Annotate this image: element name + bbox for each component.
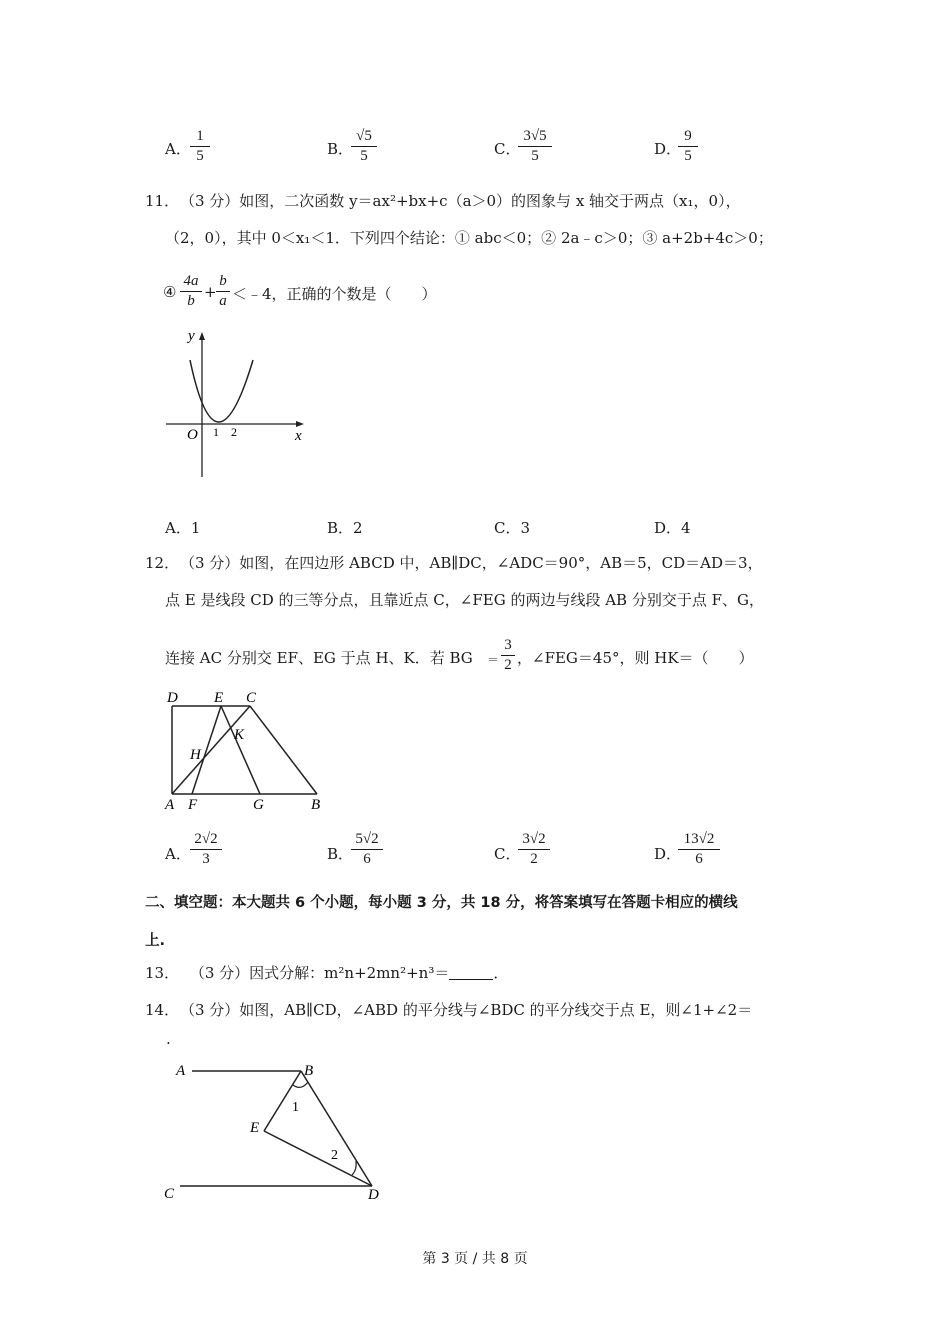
q11-fraction-b-over-a: b a (216, 273, 230, 310)
label-a: A (176, 1063, 186, 1079)
q11-line3-prefix: ④ (163, 283, 177, 301)
y-axis-label: y (188, 328, 195, 344)
label-h: H (190, 747, 201, 763)
label-e: E (250, 1120, 260, 1136)
q11-line1: （3 分）如图，二次函数 y＝ax²+bx+c（a＞0）的图象与 x 轴交于两点（x₁，0）， (180, 192, 741, 210)
q12-bg-fraction: 3 2 (501, 637, 515, 674)
q12-line3-prefix: 连接 AC 分别交 EF、EG 于点 H、K．若 BG (165, 649, 473, 667)
q12-equals: ＝ (487, 653, 500, 667)
angle-label-1: 1 (292, 1100, 299, 1115)
label-b: B (304, 1063, 314, 1079)
q12-line1: （3 分）如图，在四边形 ABCD 中，AB∥DC，∠ADC＝90°，AB＝5，CD＝AD＝3， (180, 554, 763, 572)
x-axis-label: x (295, 428, 302, 444)
angle-label-2: 2 (331, 1148, 338, 1163)
q12-option-b-label: B． (327, 845, 354, 863)
q12-option-d-fraction: 13√2 6 (678, 831, 720, 868)
q12-option-b-fraction: 5√2 6 (351, 831, 383, 868)
label-d: D (167, 690, 178, 706)
q12-quadrilateral-figure (160, 688, 340, 818)
q11-number: 11． (145, 192, 180, 210)
q13-end: ． (493, 964, 509, 982)
q10-option-c-label: C． (494, 140, 521, 158)
question-13 (145, 962, 508, 983)
q11-line2: （2，0），其中 0＜x₁＜1．下列四个结论：① abc＜0；② 2a﹣c＞0；③ a+2b+4c＞0； (165, 229, 773, 247)
q10-option-a-fraction: 1 5 (190, 128, 210, 165)
q12-option-d-label: D． (654, 845, 682, 863)
q12-option-c-fraction: 3√2 2 (518, 831, 550, 868)
q12-number: 12． (145, 554, 180, 572)
segment-cb (250, 706, 317, 794)
angle-2-arc (352, 1161, 356, 1175)
label-c: C (164, 1186, 175, 1202)
label-f: F (188, 797, 198, 813)
label-g: G (253, 797, 264, 813)
q10-option-b-fraction: √5 5 (351, 128, 377, 165)
label-k: K (234, 727, 245, 743)
label-b: B (311, 797, 321, 813)
q11-option-b: B．2 (327, 519, 363, 537)
q13-text: （3 分）因式分解：m²n+2mn²+n³＝ (189, 964, 450, 982)
q11-option-c: C．3 (494, 519, 531, 537)
q11-line3-suffix: ＜﹣4，正确的个数是（ ） (232, 285, 437, 303)
q10-option-c-fraction: 3√5 5 (518, 128, 552, 165)
label-a: A (165, 797, 175, 813)
q11-plus: + (204, 283, 217, 301)
tick-label-2: 2 (231, 425, 237, 439)
segment-ac (172, 706, 250, 794)
q11-option-a: A．1 (165, 519, 201, 537)
q14-number: 14． (145, 1001, 180, 1019)
section-2-line1: 二、填空题：本大题共 6 个小题，每小题 3 分，共 18 分，将答案填写在答题卡相应的横线 (145, 895, 738, 911)
tick-label-1: 1 (213, 425, 219, 439)
angle-1-arc (293, 1082, 308, 1087)
q12-line2: 点 E 是线段 CD 的三等分点，且靠近点 C，∠FEG 的两边与线段 AB 分别交于点 F、G， (165, 591, 764, 609)
segment-eg (221, 706, 260, 794)
q14-continuation: . (166, 1030, 171, 1048)
section-2-line2: 上. (145, 933, 166, 949)
q11-option-d: D．4 (654, 519, 691, 537)
parabola-curve (190, 360, 253, 422)
q10-option-a-label: A． (165, 140, 191, 158)
y-axis-arrow (199, 332, 205, 340)
label-c: C (246, 690, 257, 706)
q13-answer-blank (449, 965, 493, 980)
q14-parallel-lines-figure (160, 1055, 400, 1210)
q12-option-c-label: C． (494, 845, 521, 863)
q10-option-d-label: D． (654, 140, 682, 158)
q11-parabola-graph (158, 322, 318, 482)
q12-option-a-fraction: 2√2 3 (190, 831, 222, 868)
page-footer: 第 3 页 / 共 8 页 (422, 1251, 528, 1267)
x-axis-arrow (296, 421, 304, 427)
q13-number: 13． (145, 964, 180, 982)
q14-text: （3 分）如图，AB∥CD，∠ABD 的平分线与∠BDC 的平分线交于点 E，则∠1+∠2＝ (180, 1001, 753, 1019)
q10-option-b-label: B． (327, 140, 354, 158)
q10-option-d-fraction: 9 5 (678, 128, 698, 165)
label-d: D (368, 1187, 379, 1203)
q12-line3-suffix: ，∠FEG＝45°，则 HK＝（ ） (517, 649, 754, 667)
q11-fraction-4a-over-b: 4a b (180, 273, 202, 310)
origin-label: O (187, 427, 198, 443)
q12-option-a-label: A． (165, 845, 191, 863)
label-e: E (214, 690, 224, 706)
